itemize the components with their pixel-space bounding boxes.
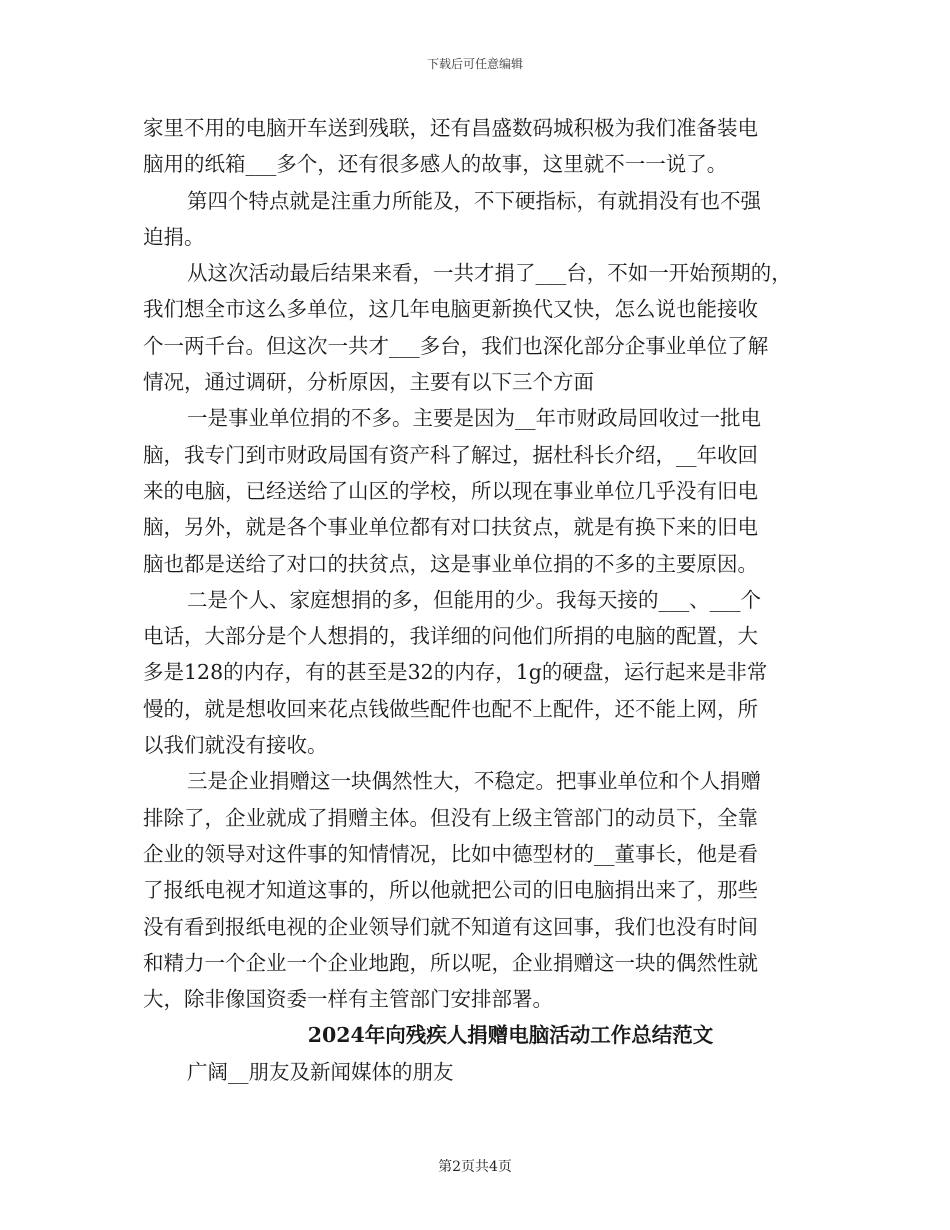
paragraph-line: 一是事业单位捐的不多。主要是因为__年市财政局回收过一批电: [187, 406, 761, 431]
paragraphs: [143, 110, 818, 1017]
paragraph-line: 我们想全市这么多单位，这几年电脑更新换代又快，怎么说也能接收: [143, 297, 758, 322]
document-body: [143, 110, 818, 1090]
paragraph-line: 脑，另外，就是各个事业单位都有对口扶贫点，就是有换下来的旧电: [143, 515, 758, 540]
paragraph-line: 第四个特点就是注重力所能及，不下硬指标，有就捐没有也不强: [187, 188, 761, 213]
paragraph-line: 多是128的内存，有的甚至是32的内存，1g的硬盘，运行起来是非常: [143, 660, 768, 685]
paragraph-line: 个一两千台。但这次一共才___多台，我们也深化部分企事业单位了解: [143, 333, 769, 358]
paragraph-line: 脑，我专门到市财政局国有资产科了解过，据杜科长介绍，__年收回: [143, 442, 758, 467]
page-header: 下载后可任意编辑: [426, 57, 523, 71]
paragraph: [143, 582, 818, 763]
section-title: 2024年向残疾人捐赠电脑活动工作总结范文: [307, 1023, 714, 1048]
paragraph-line: 电话，大部分是个人想捐的，我详细的问他们所捐的电脑的配置，大: [143, 624, 758, 649]
paragraph: [143, 763, 818, 1017]
paragraph-line: 三是企业捐赠这一块偶然性大，不稳定。把事业单位和个人捐赠: [187, 769, 761, 794]
page-number: 第2页共4页: [438, 1159, 512, 1175]
paragraph-line: 二是个人、家庭想捐的多，但能用的少。我每天接的___、___个: [187, 587, 761, 612]
paragraph-line: 从这次活动最后结果来看，一共才捐了___台，不如一开始预期的，: [187, 261, 792, 286]
paragraph-line: 了报纸电视才知道这事的，所以他就把公司的旧电脑捐出来了，那些: [143, 878, 758, 903]
paragraph: [143, 400, 818, 581]
paragraph: [143, 183, 818, 256]
paragraph-line: 以我们就没有接收。: [143, 733, 328, 758]
paragraph-line: 企业的领导对这件事的知情情况，比如中德型材的__董事长，他是看: [143, 841, 758, 866]
paragraph-line: 和精力一个企业一个企业地跑，所以呢，企业捐赠这一块的偶然性就: [143, 950, 758, 975]
paragraph-line: 慢的，就是想收回来花点钱做些配件也配不上配件，还不能上网，所: [143, 696, 758, 721]
paragraph: [143, 110, 818, 183]
paragraph-line: 排除了，企业就成了捐赠主体。但没有上级主管部门的动员下，全靠: [143, 805, 758, 830]
paragraph-line: 来的电脑，已经送给了山区的学校，所以现在事业单位几乎没有旧电: [143, 478, 758, 503]
paragraph: [143, 255, 818, 400]
closing-line: 广阔__朋友及新闻媒体的朋友: [187, 1059, 454, 1084]
paragraph-line: 情况，通过调研，分析原因，主要有以下三个方面: [143, 370, 594, 395]
paragraph-line: 脑用的纸箱___多个，还有很多感人的故事，这里就不一一说了。: [143, 152, 728, 177]
paragraph-line: 没有看到报纸电视的企业领导们就不知道有这回事，我们也没有时间: [143, 914, 758, 939]
paragraph-line: 迫捐。: [143, 224, 205, 249]
paragraph-line: 脑也都是送给了对口的扶贫点，这是事业单位捐的不多的主要原因。: [143, 551, 758, 576]
paragraph-line: 大，除非像国资委一样有主管部门安排部署。: [143, 987, 553, 1012]
paragraph-line: 家里不用的电脑开车送到残联，还有昌盛数码城积极为我们准备装电: [143, 116, 758, 140]
